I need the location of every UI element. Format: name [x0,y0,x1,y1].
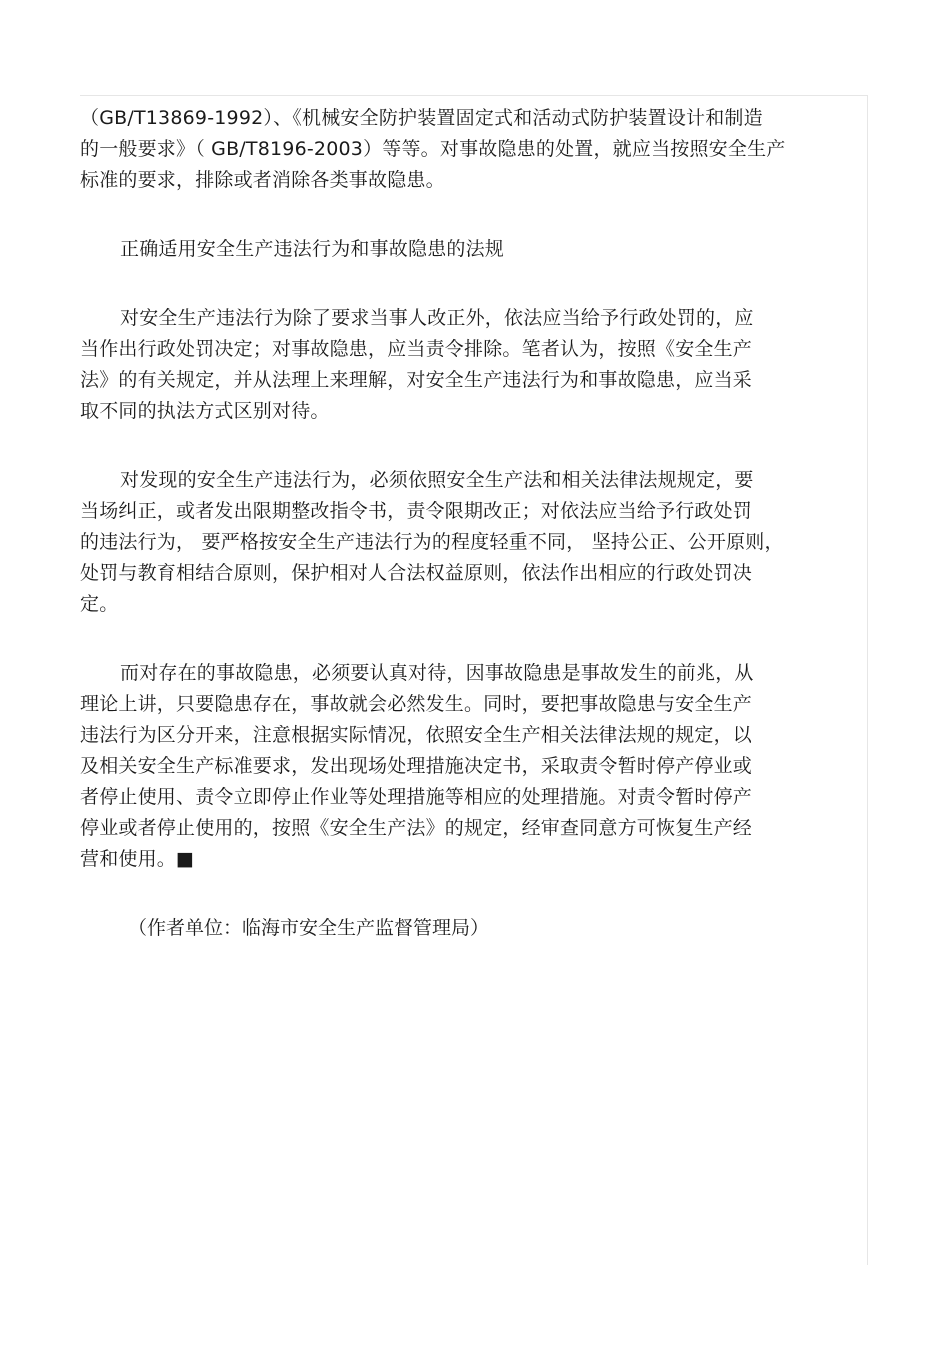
text-line: 处罚与教育相结合原则，保护相对人合法权益原则，依法作出相应的行政处罚决 [80,562,753,584]
paragraph-gap [80,875,860,913]
paragraph-gap [80,265,860,303]
paragraph-gap [80,427,860,465]
text-line: 当场纠正，或者发出限期整改指令书，责令限期改正；对依法应当给予行政处罚 [80,500,753,522]
paragraph-enforcement-approach [80,303,860,427]
text-line: 标准的要求，排除或者消除各类事故隐患。 [80,169,445,191]
section-heading [80,234,860,265]
paragraph-gap [80,620,860,658]
text-line: 者停止使用、责令立即停止作业等处理措施等相应的处理措施。对责令暂时停产 [80,786,753,808]
text-line: 对安全生产违法行为除了要求当事人改正外，依法应当给予行政处罚的，应 [120,307,754,329]
document-body [80,103,860,944]
text-line: 当作出行政处罚决定；对事故隐患，应当责令排除。笔者认为，按照《安全生产 [80,338,753,360]
text-line: 停业或者停止使用的，按照《安全生产法》的规定，经审查同意方可恢复生产经 [80,817,753,839]
paragraph-gap [80,196,860,234]
paragraph-violation-handling [80,465,860,620]
text-line: 对发现的安全生产违法行为，必须依照安全生产法和相关法律法规规定，要 [120,469,754,491]
paragraph-hazard-handling [80,658,860,875]
paragraph-standards-continuation [80,103,860,196]
text-line: 理论上讲，只要隐患存在，事故就会必然发生。同时，要把事故隐患与安全生产 [80,693,753,715]
text-line: 法》的有关规定，并从法理上来理解，对安全生产违法行为和事故隐患，应当采 [80,369,753,391]
heading-line: 正确适用安全生产违法行为和事故隐患的法规 [120,238,505,260]
text-line: 违法行为区分开来，注意根据实际情况，依照安全生产相关法律法规的规定，以 [80,724,753,746]
text-line: 的一般要求》（ GB/T8196-2003）等等。对事故隐患的处置，就应当按照安全生产 [80,138,786,160]
text-line: 及相关安全生产标准要求，发出现场处理措施决定书，采取责令暂时停产停业或 [80,755,753,777]
text-line: 取不同的执法方式区别对待。 [80,400,330,422]
author-affiliation: （作者单位：临海市安全生产监督管理局） [128,917,490,939]
text-line: （GB/T13869-1992）、《机械安全防护装置固定式和活动式防护装置设计和制造 [80,107,763,129]
text-line: 的违法行为， 要严格按安全生产违法行为的程度轻重不同， 坚持公正、公开原则， [80,531,784,553]
text-line: 定。 [80,593,119,615]
text-line: 营和使用。■ [80,848,195,870]
text-line: 而对存在的事故隐患，必须要认真对待，因事故隐患是事故发生的前兆，从 [120,662,754,684]
